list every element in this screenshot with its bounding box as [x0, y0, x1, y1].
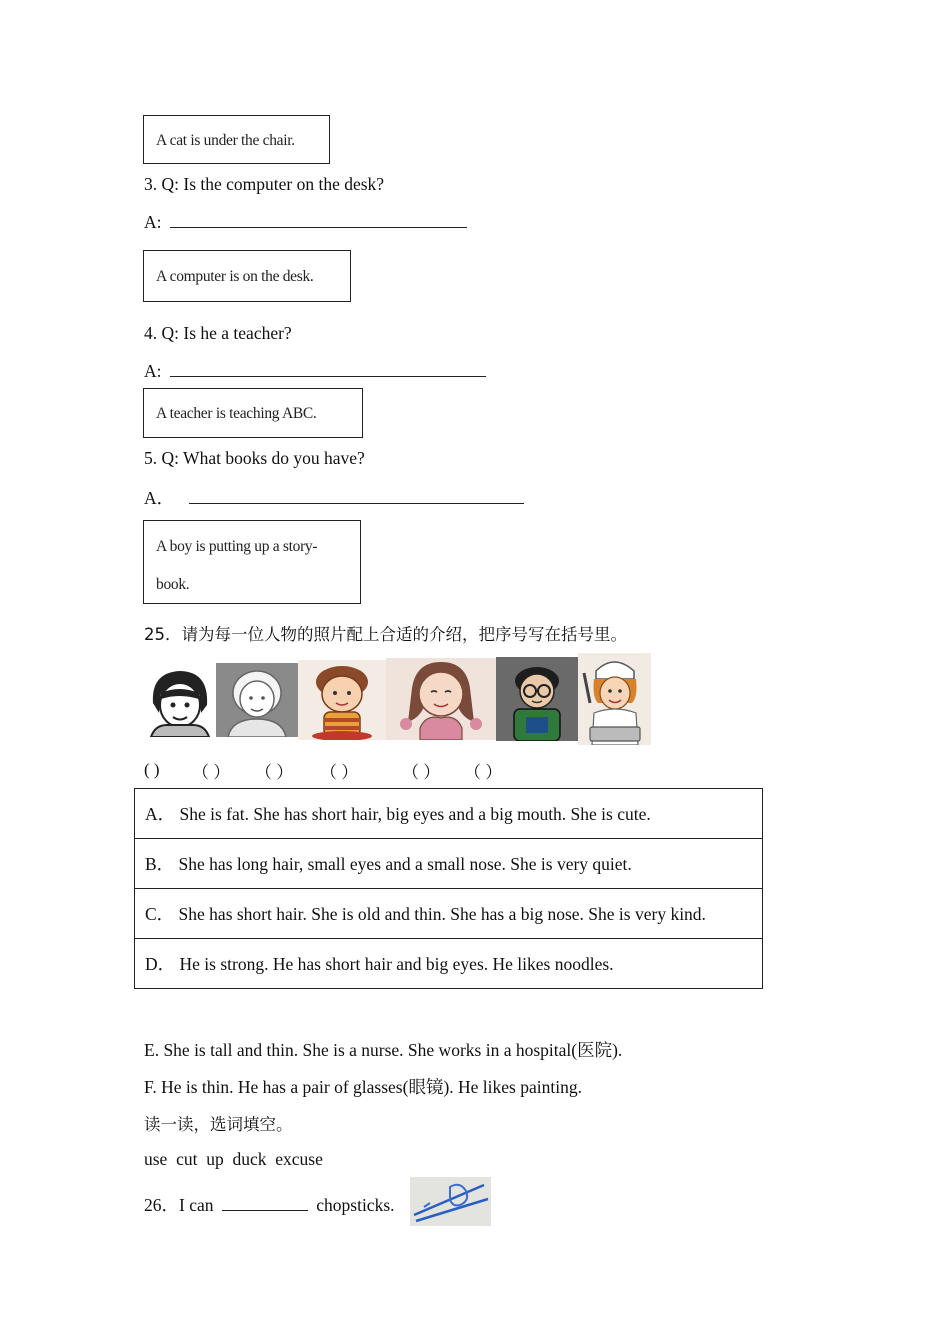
caption-text: A cat is under the chair. [156, 132, 295, 149]
answer-paren-5[interactable]: （ ） [402, 763, 441, 782]
chopsticks-icon [410, 1177, 491, 1226]
option-c: C． She has short hair. She is old and thin. She has a big nose. She is very kind. [135, 889, 763, 939]
photo-girl-short-hair [143, 663, 216, 737]
answer-paren-3[interactable]: （ ） [255, 763, 294, 782]
answer-paren-4[interactable]: （ ） [320, 763, 359, 782]
caption-box-computer [143, 250, 351, 302]
table-row [135, 939, 763, 989]
answer-blank[interactable] [189, 487, 524, 504]
photo-boy-eating [298, 660, 386, 740]
photo-old-woman [216, 663, 298, 737]
option-d: D． He is strong. He has short hair and big eyes. He likes noodles. [135, 939, 763, 989]
q26-text-after: chopsticks. [316, 1195, 395, 1215]
option-a: A． She is fat. She has short hair, big eyes and a big mouth. She is cute. [135, 789, 763, 839]
answer-paren-1[interactable]: ( ) [144, 760, 160, 779]
question-5: 5. Q: What books do you have? [144, 448, 365, 468]
answer-line-3[interactable] [144, 211, 467, 233]
photo-nurse [578, 653, 651, 745]
caption-box-boy [143, 520, 361, 604]
table-row [135, 789, 763, 839]
table-row [135, 839, 763, 889]
girl-short-hair-icon [143, 663, 216, 737]
boy-glasses-icon [496, 657, 578, 741]
girl-long-hair-icon [386, 658, 496, 740]
photo-chopsticks [410, 1177, 491, 1226]
answer-line-4[interactable] [144, 360, 486, 382]
photo-boy-glasses [496, 657, 578, 741]
old-woman-icon [216, 663, 298, 737]
answer-prefix: A: [144, 361, 162, 381]
caption-text: A computer is on the desk. [156, 268, 314, 285]
caption-line-1: A boy is putting up a story- [156, 538, 318, 555]
answer-prefix: A: [144, 212, 162, 232]
answer-blank[interactable] [170, 211, 467, 228]
option-e: E. She is tall and thin. She is a nurse. She works in a hospital(医院). [144, 1040, 623, 1060]
boy-eating-icon [298, 660, 386, 740]
photo-girl-long-hair [386, 658, 496, 740]
question-25-instruction: 25．请为每一位人物的照片配上合适的介绍，把序号写在括号里。 [144, 625, 627, 644]
option-f: F. He is thin. He has a pair of glasses(眼镜). He likes painting. [144, 1077, 582, 1097]
nurse-icon [578, 653, 651, 745]
q26-text-before: 26．I can [144, 1195, 214, 1215]
caption-line-2: book. [156, 576, 190, 593]
answer-line-5[interactable] [144, 485, 524, 510]
caption-box-teacher [143, 388, 363, 438]
caption-text: A teacher is teaching ABC. [156, 405, 317, 422]
word-bank: use cut up duck excuse [144, 1149, 323, 1169]
question-3: 3. Q: Is the computer on the desk? [144, 174, 385, 194]
answer-paren-6[interactable]: （ ） [464, 763, 503, 782]
answer-blank[interactable] [222, 1194, 308, 1211]
answer-prefix: A． [144, 488, 175, 508]
question-4: 4. Q: Is he a teacher? [144, 323, 292, 343]
table-row [135, 889, 763, 939]
answer-blank[interactable] [170, 360, 486, 377]
option-b: B． She has long hair, small eyes and a small nose. She is very quiet. [135, 839, 763, 889]
section-title: 读一读，选词填空。 [144, 1115, 293, 1134]
question-26 [144, 1192, 395, 1217]
answer-paren-2[interactable]: （ ） [192, 763, 231, 782]
options-table [134, 788, 763, 989]
caption-box-cat [143, 115, 330, 164]
